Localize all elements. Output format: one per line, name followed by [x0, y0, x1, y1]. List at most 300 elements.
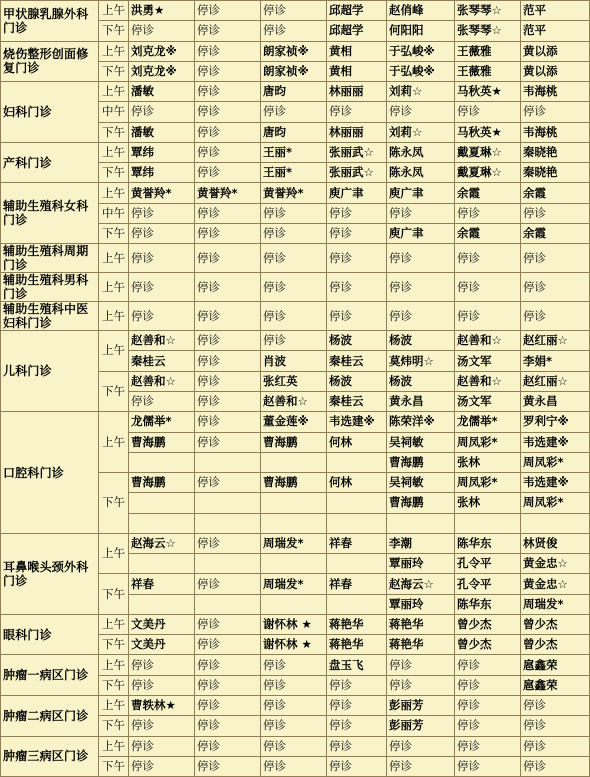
session-label: 上午 [99, 41, 129, 61]
doctor-cell: 谢怀林 ★ [261, 614, 327, 634]
closed-cell: 停诊 [261, 244, 327, 273]
closed-cell: 停诊 [195, 82, 261, 102]
doctor-cell [195, 554, 261, 574]
doctor-cell: 洪勇★ [129, 1, 195, 21]
closed-cell: 停诊 [387, 655, 455, 675]
doctor-cell: 曹海鹏 [261, 432, 327, 452]
doctor-cell: 范平 [521, 1, 590, 21]
closed-cell: 停诊 [327, 273, 387, 302]
doctor-cell: 黄以添 [521, 61, 590, 81]
closed-cell: 停诊 [327, 716, 387, 736]
doctor-cell: 覃丽玲 [387, 594, 455, 614]
doctor-cell: 陈华东 [455, 533, 521, 553]
doctor-cell: 张红英 [261, 371, 327, 391]
doctor-cell: 张林 [455, 493, 521, 513]
doctor-cell: 赵红丽☆ [521, 331, 590, 351]
doctor-cell: 蒋艳华 [387, 635, 455, 655]
closed-cell: 停诊 [387, 102, 455, 122]
closed-cell: 停诊 [195, 574, 261, 594]
department-name: 甲状腺乳腺外科门诊 [1, 1, 99, 42]
doctor-cell: 刘莉☆ [387, 122, 455, 142]
closed-cell: 停诊 [521, 716, 590, 736]
doctor-cell: 蒋艳华 [327, 635, 387, 655]
schedule-row [1, 614, 590, 634]
doctor-cell: 覃丽玲 [387, 554, 455, 574]
session-label: 下午 [99, 756, 129, 776]
session-label: 上午 [99, 183, 129, 203]
schedule-row [1, 244, 590, 273]
closed-cell: 停诊 [129, 102, 195, 122]
closed-cell: 停诊 [521, 695, 590, 715]
doctor-cell: 李潮 [387, 533, 455, 553]
department-name: 儿科门诊 [1, 331, 99, 412]
closed-cell: 停诊 [387, 736, 455, 756]
closed-cell: 停诊 [521, 203, 590, 223]
department-name: 耳鼻喉头颈外科门诊 [1, 533, 99, 614]
doctor-cell [327, 493, 387, 513]
closed-cell: 停诊 [387, 244, 455, 273]
doctor-cell: 黄永昌 [521, 391, 590, 411]
closed-cell: 停诊 [129, 21, 195, 41]
session-label: 下午 [99, 371, 129, 412]
department-name: 肿瘤一病区门诊 [1, 655, 99, 696]
doctor-cell: 周凤彩* [521, 493, 590, 513]
doctor-cell: 林丽丽 [327, 82, 387, 102]
doctor-cell [195, 452, 261, 472]
closed-cell: 停诊 [261, 716, 327, 736]
session-label: 上午 [99, 82, 129, 102]
closed-cell: 停诊 [327, 102, 387, 122]
doctor-cell: 祥春 [129, 574, 195, 594]
doctor-cell: 朗家祯※ [261, 41, 327, 61]
closed-cell: 停诊 [387, 302, 455, 331]
closed-cell: 停诊 [387, 756, 455, 776]
doctor-cell: 黄永昌 [387, 391, 455, 411]
session-label: 下午 [99, 223, 129, 243]
doctor-cell: 肖波 [261, 351, 327, 371]
doctor-cell: 吴祠敏 [387, 432, 455, 452]
doctor-cell: 赵善和☆ [129, 331, 195, 351]
doctor-cell: 张林 [455, 452, 521, 472]
doctor-cell: 张丽武☆ [327, 163, 387, 183]
doctor-cell [521, 513, 590, 533]
schedule-body [1, 1, 590, 777]
closed-cell: 停诊 [455, 102, 521, 122]
doctor-cell [261, 554, 327, 574]
doctor-cell: 孔令平 [455, 574, 521, 594]
closed-cell: 停诊 [455, 273, 521, 302]
doctor-cell [261, 594, 327, 614]
doctor-cell: 范平 [521, 21, 590, 41]
department-name: 口腔科门诊 [1, 412, 99, 534]
doctor-cell: 罗利宁※ [521, 412, 590, 432]
department-name: 辅助生殖科周期门诊 [1, 244, 99, 273]
closed-cell: 停诊 [261, 223, 327, 243]
closed-cell: 停诊 [387, 675, 455, 695]
doctor-cell: 余霞 [521, 223, 590, 243]
doctor-cell: 杨波 [327, 371, 387, 391]
session-label: 上午 [99, 302, 129, 331]
closed-cell: 停诊 [195, 163, 261, 183]
doctor-cell: 王薇雅 [455, 41, 521, 61]
closed-cell: 停诊 [195, 302, 261, 331]
doctor-cell: 王丽* [261, 142, 327, 162]
doctor-cell: 吴祠敏 [387, 473, 455, 493]
closed-cell: 停诊 [129, 244, 195, 273]
closed-cell: 停诊 [261, 736, 327, 756]
closed-cell: 停诊 [195, 203, 261, 223]
closed-cell: 停诊 [195, 756, 261, 776]
closed-cell: 停诊 [195, 223, 261, 243]
closed-cell: 停诊 [327, 695, 387, 715]
doctor-cell: 蒋艳华 [327, 614, 387, 634]
closed-cell: 停诊 [261, 273, 327, 302]
schedule-row [1, 142, 590, 162]
doctor-cell: 黄金忠☆ [521, 554, 590, 574]
doctor-cell: 黄誉羚* [261, 183, 327, 203]
doctor-cell: 莫炜明☆ [387, 351, 455, 371]
doctor-cell: 黄誉羚* [129, 183, 195, 203]
closed-cell: 停诊 [129, 223, 195, 243]
doctor-cell: 董金莲※ [261, 412, 327, 432]
closed-cell: 停诊 [129, 302, 195, 331]
session-label: 上午 [99, 273, 129, 302]
doctor-cell: 韦选建※ [521, 432, 590, 452]
doctor-cell: 马秋英★ [455, 82, 521, 102]
doctor-cell: 陈荣洋※ [387, 412, 455, 432]
doctor-cell: 赵善和☆ [455, 371, 521, 391]
doctor-cell [129, 554, 195, 574]
doctor-cell: 曾少杰 [455, 635, 521, 655]
doctor-cell: 蒋艳华 [387, 614, 455, 634]
doctor-cell: 周凤彩* [455, 432, 521, 452]
closed-cell: 停诊 [129, 736, 195, 756]
doctor-cell: 秦晓艳 [521, 163, 590, 183]
schedule-row [1, 183, 590, 203]
closed-cell: 停诊 [261, 21, 327, 41]
doctor-cell: 张丽武☆ [327, 142, 387, 162]
schedule-row [1, 1, 590, 21]
doctor-cell: 黄誉羚* [195, 183, 261, 203]
doctor-cell: 庾广聿 [387, 183, 455, 203]
closed-cell: 停诊 [195, 1, 261, 21]
doctor-cell [327, 554, 387, 574]
doctor-cell: 庾广聿 [327, 183, 387, 203]
doctor-cell: 文美丹 [129, 635, 195, 655]
session-label: 中午 [99, 203, 129, 223]
doctor-cell: 庾广聿 [387, 223, 455, 243]
doctor-cell: 赵善和☆ [455, 331, 521, 351]
doctor-cell: 韦海桃 [521, 122, 590, 142]
closed-cell: 停诊 [521, 756, 590, 776]
doctor-cell [261, 452, 327, 472]
doctor-cell: 邱超学 [327, 21, 387, 41]
closed-cell: 停诊 [455, 695, 521, 715]
closed-cell: 停诊 [261, 675, 327, 695]
closed-cell: 停诊 [521, 302, 590, 331]
doctor-cell [327, 452, 387, 472]
session-label: 下午 [99, 716, 129, 736]
doctor-cell: 秦晓艳 [521, 142, 590, 162]
doctor-cell: 杨波 [387, 331, 455, 351]
doctor-cell [129, 493, 195, 513]
doctor-cell: 汤文军 [455, 351, 521, 371]
department-name: 辅助生殖科中医妇科门诊 [1, 302, 99, 331]
session-label: 上午 [99, 614, 129, 634]
closed-cell: 停诊 [261, 302, 327, 331]
doctor-cell: 张琴琴☆ [455, 21, 521, 41]
closed-cell: 停诊 [327, 302, 387, 331]
doctor-cell: 黄相 [327, 41, 387, 61]
closed-cell: 停诊 [455, 675, 521, 695]
schedule-row [1, 695, 590, 715]
schedule-row [1, 331, 590, 351]
doctor-cell: 曾少杰 [521, 635, 590, 655]
doctor-cell [261, 513, 327, 533]
session-label: 上午 [99, 1, 129, 21]
doctor-cell [261, 493, 327, 513]
session-label: 上午 [99, 695, 129, 715]
doctor-cell: 韦海桃 [521, 82, 590, 102]
closed-cell: 停诊 [455, 302, 521, 331]
schedule-row [1, 533, 590, 553]
doctor-cell: 王丽* [261, 163, 327, 183]
doctor-cell: 唐昀 [261, 82, 327, 102]
schedule-row [1, 302, 590, 331]
doctor-cell: 赵红丽☆ [521, 371, 590, 391]
closed-cell: 停诊 [387, 203, 455, 223]
doctor-cell: 赵俏峰 [387, 1, 455, 21]
closed-cell: 停诊 [261, 102, 327, 122]
closed-cell: 停诊 [195, 716, 261, 736]
closed-cell: 停诊 [327, 203, 387, 223]
closed-cell: 停诊 [195, 614, 261, 634]
schedule-row [1, 655, 590, 675]
doctor-cell: 曹海鹏 [129, 432, 195, 452]
doctor-cell: 扈鑫荣 [521, 675, 590, 695]
closed-cell: 停诊 [521, 102, 590, 122]
department-name: 辅助生殖科男科门诊 [1, 273, 99, 302]
doctor-cell: 秦桂云 [327, 351, 387, 371]
closed-cell: 停诊 [195, 41, 261, 61]
closed-cell: 停诊 [327, 223, 387, 243]
doctor-cell: 黄金忠☆ [521, 574, 590, 594]
doctor-cell: 马秋英★ [455, 122, 521, 142]
doctor-cell: 覃纬 [129, 163, 195, 183]
doctor-cell: 戴夏琳☆ [455, 163, 521, 183]
doctor-cell: 余霞 [455, 223, 521, 243]
session-label: 下午 [99, 473, 129, 534]
closed-cell: 停诊 [521, 736, 590, 756]
doctor-cell: 黄相 [327, 61, 387, 81]
doctor-cell: 赵善和☆ [261, 391, 327, 411]
session-label: 下午 [99, 21, 129, 41]
doctor-cell: 于弘峻※ [387, 61, 455, 81]
doctor-cell: 曹轶林★ [129, 695, 195, 715]
doctor-cell: 赵善和☆ [129, 371, 195, 391]
closed-cell: 停诊 [195, 351, 261, 371]
doctor-cell: 周瑞发* [521, 594, 590, 614]
session-label: 下午 [99, 122, 129, 142]
doctor-cell [327, 594, 387, 614]
doctor-cell: 曾少杰 [455, 614, 521, 634]
closed-cell: 停诊 [195, 675, 261, 695]
doctor-cell: 覃纬 [129, 142, 195, 162]
closed-cell: 停诊 [387, 273, 455, 302]
schedule-row [1, 41, 590, 61]
doctor-cell: 扈鑫荣 [521, 655, 590, 675]
doctor-cell [195, 594, 261, 614]
closed-cell: 停诊 [129, 391, 195, 411]
doctor-cell: 陈永凤 [387, 163, 455, 183]
closed-cell: 停诊 [195, 244, 261, 273]
department-name: 眼科门诊 [1, 614, 99, 655]
doctor-cell: 彭丽芳 [387, 695, 455, 715]
closed-cell: 停诊 [521, 244, 590, 273]
doctor-cell: 陈华东 [455, 594, 521, 614]
closed-cell: 停诊 [195, 736, 261, 756]
doctor-cell [129, 452, 195, 472]
doctor-cell: 孔令平 [455, 554, 521, 574]
session-label: 上午 [99, 736, 129, 756]
doctor-cell: 龙儒举* [455, 412, 521, 432]
session-label: 上午 [99, 331, 129, 372]
doctor-cell: 曾少杰 [521, 614, 590, 634]
closed-cell: 停诊 [261, 695, 327, 715]
closed-cell: 停诊 [195, 61, 261, 81]
closed-cell: 停诊 [521, 273, 590, 302]
doctor-cell: 韦选建※ [327, 412, 387, 432]
doctor-cell: 曹海鹏 [129, 473, 195, 493]
department-name: 肿瘤三病区门诊 [1, 736, 99, 777]
session-label: 上午 [99, 244, 129, 273]
doctor-cell: 潘敏 [129, 82, 195, 102]
doctor-cell: 曹海鹏 [387, 493, 455, 513]
closed-cell: 停诊 [261, 203, 327, 223]
closed-cell: 停诊 [129, 273, 195, 302]
session-label: 中午 [99, 102, 129, 122]
closed-cell: 停诊 [195, 21, 261, 41]
session-label: 上午 [99, 533, 129, 574]
doctor-cell: 韦选建※ [521, 473, 590, 493]
session-label: 上午 [99, 412, 129, 473]
closed-cell: 停诊 [195, 695, 261, 715]
doctor-cell [195, 513, 261, 533]
closed-cell: 停诊 [129, 716, 195, 736]
doctor-cell: 谢怀林 ★ [261, 635, 327, 655]
schedule-row [1, 736, 590, 756]
department-name: 辅助生殖科女科门诊 [1, 183, 99, 244]
closed-cell: 停诊 [455, 244, 521, 273]
closed-cell: 停诊 [455, 756, 521, 776]
closed-cell: 停诊 [195, 655, 261, 675]
closed-cell: 停诊 [129, 675, 195, 695]
closed-cell: 停诊 [195, 533, 261, 553]
doctor-cell: 文美丹 [129, 614, 195, 634]
doctor-cell: 王薇雅 [455, 61, 521, 81]
doctor-cell [129, 594, 195, 614]
closed-cell: 停诊 [327, 244, 387, 273]
doctor-cell: 于弘峻※ [387, 41, 455, 61]
session-label: 下午 [99, 163, 129, 183]
closed-cell: 停诊 [195, 331, 261, 351]
doctor-cell: 周瑞发* [261, 533, 327, 553]
session-label: 上午 [99, 655, 129, 675]
doctor-cell: 林贤俊 [521, 533, 590, 553]
closed-cell: 停诊 [195, 122, 261, 142]
closed-cell: 停诊 [327, 675, 387, 695]
doctor-cell: 潘敏 [129, 122, 195, 142]
closed-cell: 停诊 [455, 736, 521, 756]
department-name: 产科门诊 [1, 142, 99, 183]
session-label: 下午 [99, 574, 129, 615]
closed-cell: 停诊 [327, 736, 387, 756]
doctor-cell: 秦桂云 [129, 351, 195, 371]
closed-cell: 停诊 [195, 432, 261, 452]
doctor-cell: 祥春 [327, 533, 387, 553]
closed-cell: 停诊 [195, 142, 261, 162]
department-name: 烧伤整形创面修复门诊 [1, 41, 99, 82]
closed-cell: 停诊 [195, 473, 261, 493]
doctor-cell: 唐昀 [261, 122, 327, 142]
closed-cell: 停诊 [261, 756, 327, 776]
doctor-cell: 余霞 [455, 183, 521, 203]
closed-cell: 停诊 [195, 102, 261, 122]
doctor-cell: 何阳阳 [387, 21, 455, 41]
closed-cell: 停诊 [195, 391, 261, 411]
session-label: 上午 [99, 142, 129, 162]
doctor-cell: 刘克龙※ [129, 41, 195, 61]
doctor-cell: 林丽丽 [327, 122, 387, 142]
doctor-cell: 李娟* [521, 351, 590, 371]
closed-cell: 停诊 [195, 635, 261, 655]
doctor-cell: 祥春 [327, 574, 387, 594]
doctor-cell: 赵海云☆ [129, 533, 195, 553]
doctor-cell: 盘玉飞 [327, 655, 387, 675]
doctor-cell: 彭丽芳 [387, 716, 455, 736]
closed-cell: 停诊 [129, 655, 195, 675]
doctor-cell [129, 513, 195, 533]
doctor-cell: 周凤彩* [455, 473, 521, 493]
doctor-cell [327, 513, 387, 533]
doctor-cell: 赵海云☆ [387, 574, 455, 594]
doctor-cell: 刘莉☆ [387, 82, 455, 102]
doctor-cell: 曹海鹏 [387, 452, 455, 472]
closed-cell: 停诊 [195, 371, 261, 391]
doctor-cell: 杨波 [327, 331, 387, 351]
doctor-cell [195, 493, 261, 513]
doctor-cell: 龙儒举* [129, 412, 195, 432]
doctor-cell: 何林 [327, 432, 387, 452]
department-name: 肿瘤二病区门诊 [1, 695, 99, 736]
closed-cell: 停诊 [129, 203, 195, 223]
closed-cell: 停诊 [195, 412, 261, 432]
doctor-cell: 杨波 [387, 371, 455, 391]
doctor-cell: 张琴琴☆ [455, 1, 521, 21]
closed-cell: 停诊 [129, 756, 195, 776]
schedule-row [1, 82, 590, 102]
doctor-cell [387, 513, 455, 533]
session-label: 下午 [99, 61, 129, 81]
session-label: 下午 [99, 675, 129, 695]
doctor-cell: 周瑞发* [261, 574, 327, 594]
closed-cell: 停诊 [261, 1, 327, 21]
closed-cell: 停诊 [455, 203, 521, 223]
doctor-cell: 曹海鹏 [261, 473, 327, 493]
doctor-cell [455, 513, 521, 533]
doctor-cell: 余霞 [521, 183, 590, 203]
closed-cell: 停诊 [455, 655, 521, 675]
